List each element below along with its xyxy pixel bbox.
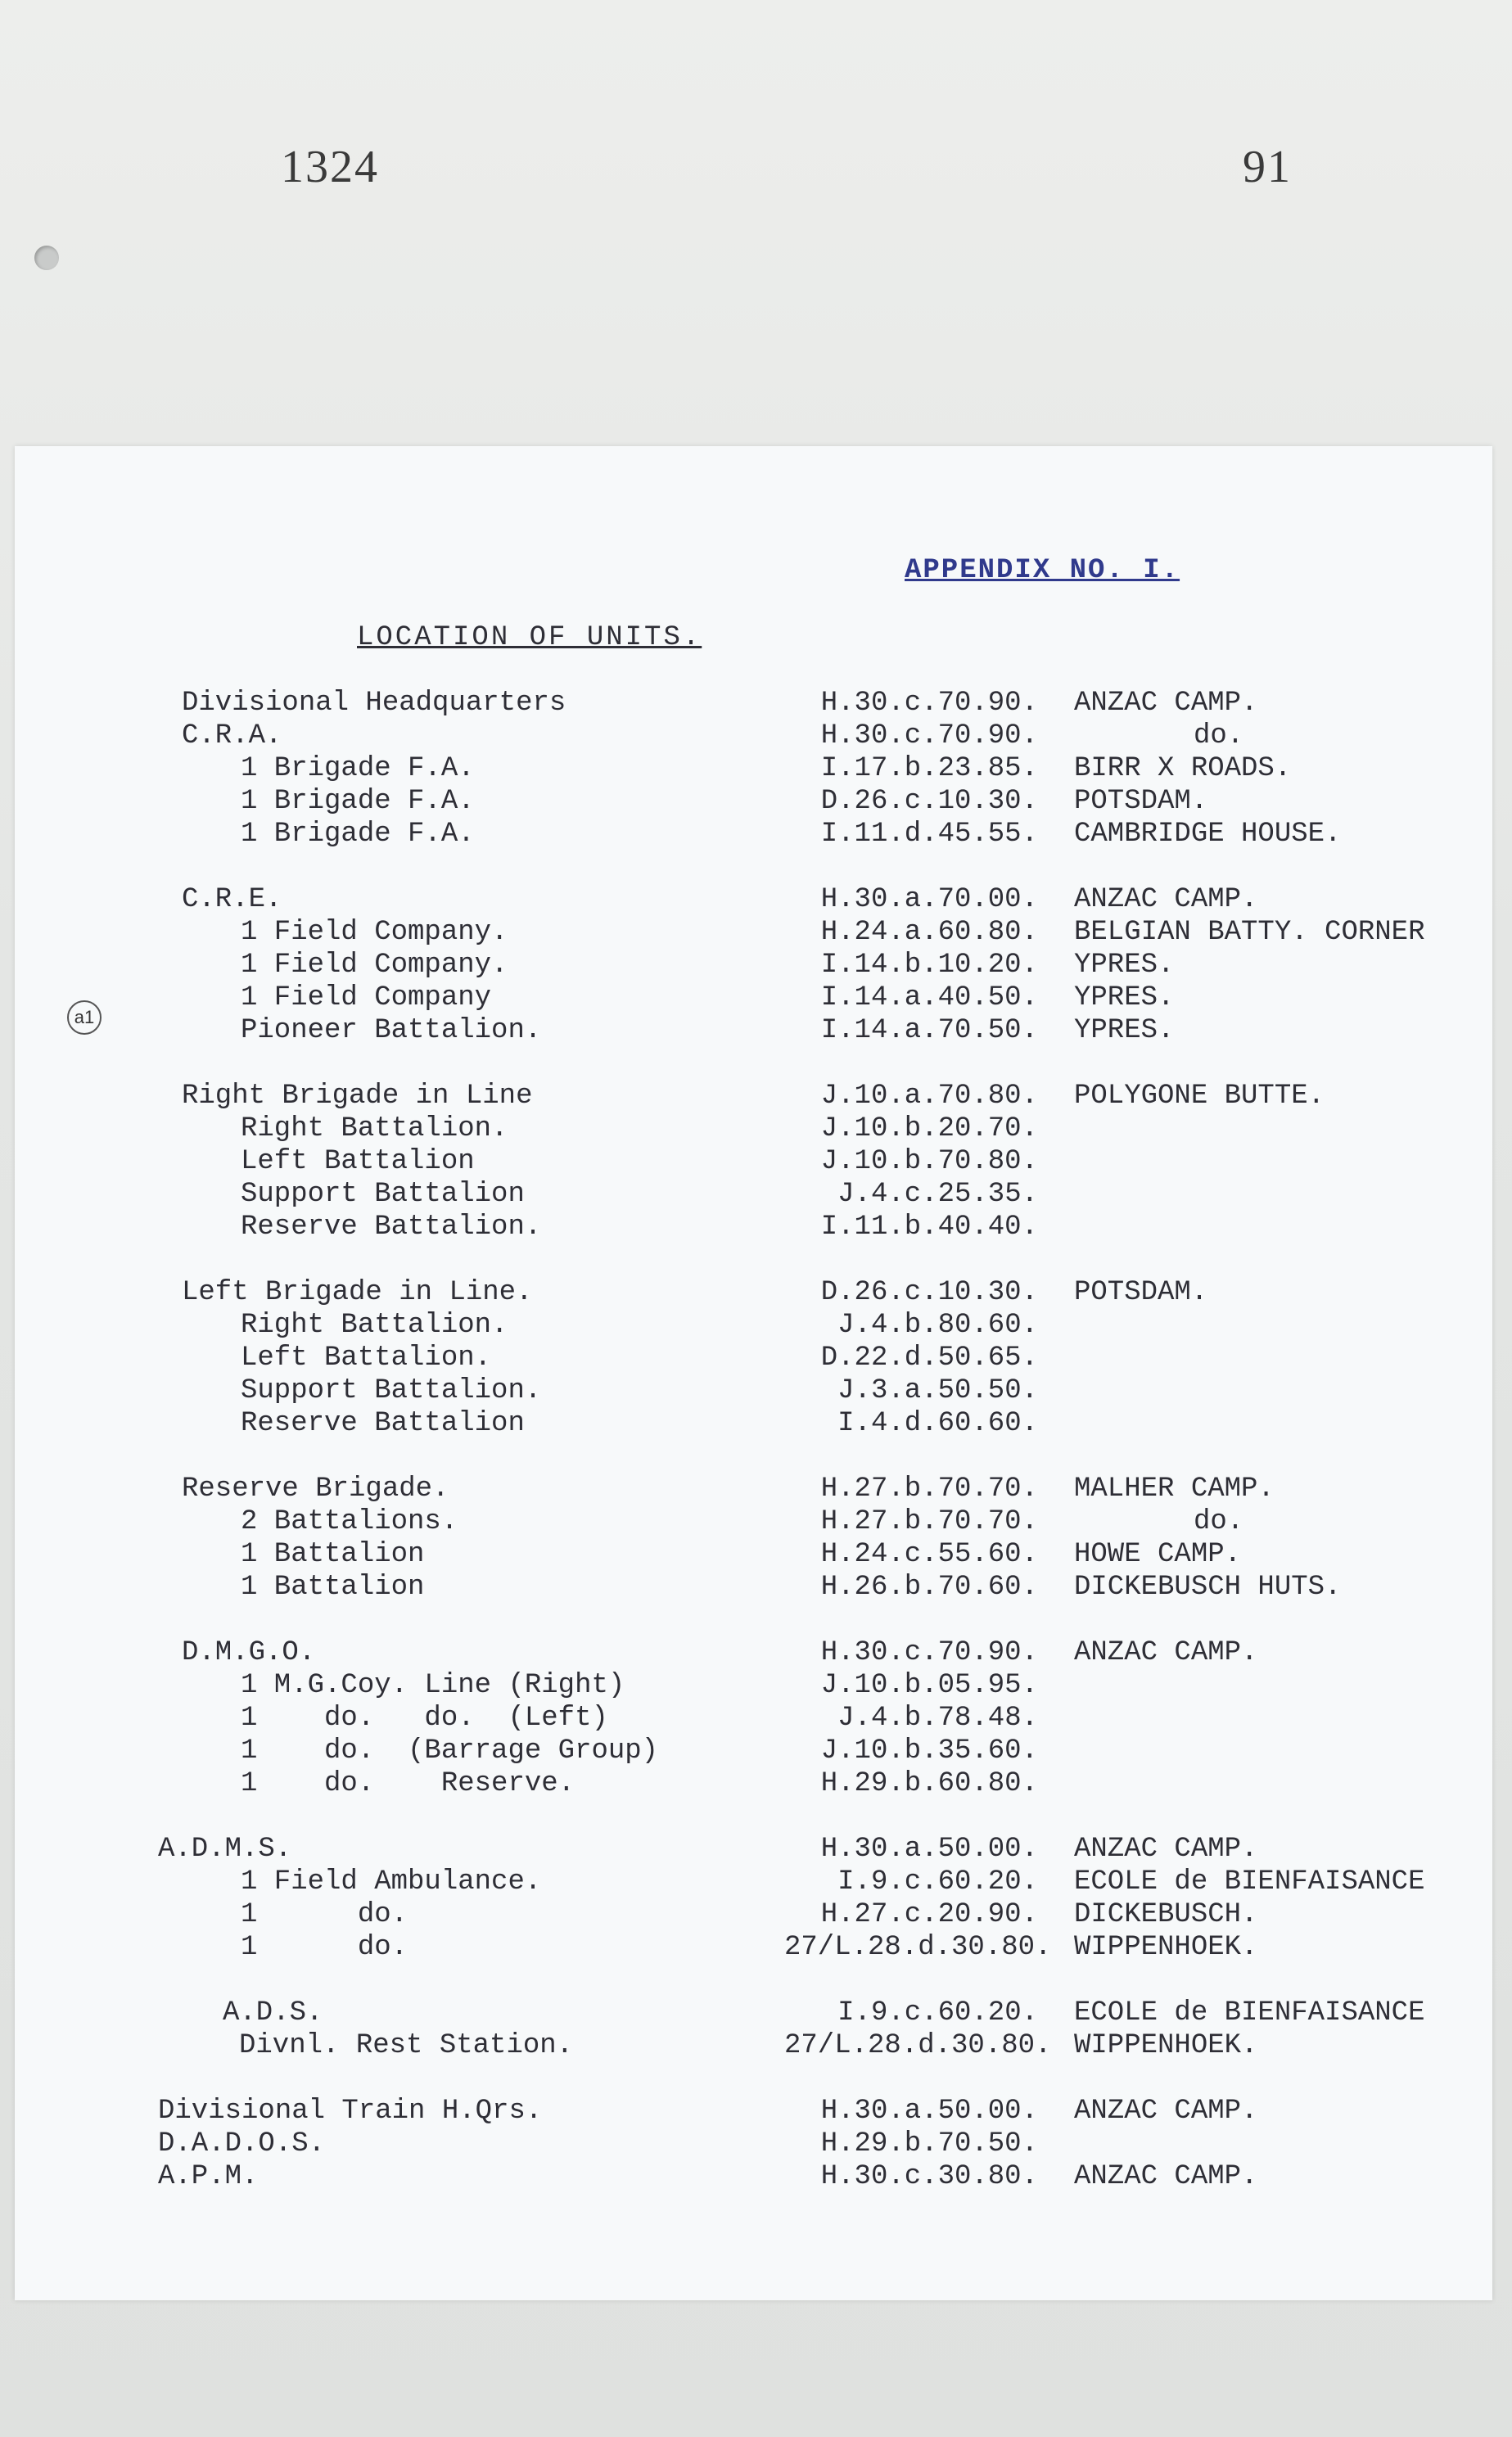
map-reference: I.9.c.60.20. (837, 1866, 1038, 1898)
location-name: HOWE CAMP. (1074, 1539, 1242, 1570)
map-reference: D.22.d.50.65. (820, 1343, 1038, 1374)
map-reference: H.30.a.50.00. (820, 2096, 1038, 2127)
map-reference: H.24.c.55.60. (820, 1539, 1038, 1570)
unit-name: 1 Field Company. (241, 917, 508, 948)
unit-name: 1 do. (Barrage Group) (241, 1735, 659, 1767)
location-name: POTSDAM. (1074, 1277, 1208, 1308)
location-name: do. (1194, 1506, 1244, 1537)
unit-name: 1 do. Reserve. (241, 1768, 575, 1799)
location-name: DICKEBUSCH HUTS. (1074, 1572, 1342, 1603)
location-name: BELGIAN BATTY. CORNER (1074, 917, 1425, 948)
folio-number-right: 91 (1243, 142, 1292, 192)
map-reference: I.9.c.60.20. (837, 1997, 1038, 2029)
location-name: YPRES. (1074, 950, 1175, 981)
unit-name: Reserve Battalion (241, 1408, 525, 1439)
map-reference: H.27.b.70.70. (820, 1473, 1038, 1505)
map-reference: H.27.b.70.70. (820, 1506, 1038, 1537)
location-name: POLYGONE BUTTE. (1074, 1081, 1325, 1112)
map-reference: H.30.a.70.00. (820, 884, 1038, 915)
map-reference: D.26.c.10.30. (820, 786, 1038, 817)
location-name: ANZAC CAMP. (1074, 1834, 1258, 1865)
map-reference: H.30.c.30.80. (820, 2161, 1038, 2192)
map-reference: H.30.c.70.90. (820, 720, 1038, 751)
location-name: BIRR X ROADS. (1074, 753, 1292, 784)
folio-number-left: 1324 (281, 142, 379, 192)
unit-name: 1 Battalion (241, 1539, 425, 1570)
unit-name: Pioneer Battalion. (241, 1015, 542, 1046)
unit-name: 1 Brigade F.A. (241, 753, 475, 784)
map-reference: 27/L.28.d.30.80. (784, 2030, 1052, 2061)
unit-name: A.D.M.S. (158, 1834, 292, 1865)
unit-name: 1 do. do. (Left) (241, 1703, 608, 1734)
map-reference: I.14.a.40.50. (820, 982, 1038, 1013)
map-reference: H.24.a.60.80. (820, 917, 1038, 948)
unit-name: Support Battalion (241, 1179, 525, 1210)
map-reference: J.10.b.70.80. (820, 1146, 1038, 1177)
unit-name: 1 Field Ambulance. (241, 1866, 542, 1898)
unit-name: Divnl. Rest Station. (239, 2030, 574, 2061)
location-name: YPRES. (1074, 1015, 1175, 1046)
map-reference: J.10.a.70.80. (820, 1081, 1038, 1112)
unit-name: Support Battalion. (241, 1375, 542, 1406)
map-reference: H.29.b.70.50. (820, 2128, 1038, 2159)
unit-name: Right Battalion. (241, 1113, 508, 1144)
location-name: ANZAC CAMP. (1074, 884, 1258, 915)
map-reference: I.17.b.23.85. (820, 753, 1038, 784)
map-reference: I.4.d.60.60. (837, 1408, 1038, 1439)
map-reference: J.10.b.20.70. (820, 1113, 1038, 1144)
unit-name: C.R.A. (182, 720, 282, 751)
map-reference: 27/L.28.d.30.80. (784, 1932, 1052, 1963)
map-reference: I.14.b.10.20. (820, 950, 1038, 981)
unit-name: Left Battalion (241, 1146, 475, 1177)
map-reference: H.29.b.60.80. (820, 1768, 1038, 1799)
map-reference: D.26.c.10.30. (820, 1277, 1038, 1308)
location-name: WIPPENHOEK. (1074, 1932, 1258, 1963)
location-name: ANZAC CAMP. (1074, 688, 1258, 719)
unit-name: 1 Field Company. (241, 950, 508, 981)
map-reference: J.10.b.35.60. (820, 1735, 1038, 1767)
unit-name: Right Brigade in Line (182, 1081, 533, 1112)
unit-name: C.R.E. (182, 884, 282, 915)
unit-name: 1 M.G.Coy. Line (Right) (241, 1670, 625, 1701)
location-name: YPRES. (1074, 982, 1175, 1013)
location-name: WIPPENHOEK. (1074, 2030, 1258, 2061)
map-reference: J.4.b.78.48. (837, 1703, 1038, 1734)
unit-name: 1 Brigade F.A. (241, 786, 475, 817)
map-reference: H.30.c.70.90. (820, 1637, 1038, 1668)
location-name: ANZAC CAMP. (1074, 1637, 1258, 1668)
unit-name: 1 do. (241, 1932, 408, 1963)
unit-name: Divisional Headquarters (182, 688, 566, 719)
punch-hole (34, 246, 59, 270)
appendix-heading: APPENDIX NO. I. (905, 555, 1180, 586)
map-reference: H.30.a.50.00. (820, 1834, 1038, 1865)
map-reference: J.4.b.80.60. (837, 1310, 1038, 1341)
unit-name: A.D.S. (223, 1997, 323, 2029)
location-name: CAMBRIDGE HOUSE. (1074, 819, 1342, 850)
unit-name: Reserve Brigade. (182, 1473, 449, 1505)
unit-name: 1 Brigade F.A. (241, 819, 475, 850)
unit-name: 1 do. (241, 1899, 408, 1930)
unit-name: Left Brigade in Line. (182, 1277, 533, 1308)
map-reference: J.10.b.05.95. (820, 1670, 1038, 1701)
map-reference: H.26.b.70.60. (820, 1572, 1038, 1603)
map-reference: J.3.a.50.50. (837, 1375, 1038, 1406)
location-name: ECOLE de BIENFAISANCE (1074, 1866, 1425, 1898)
unit-name: Divisional Train H.Qrs. (158, 2096, 543, 2127)
map-reference: J.4.c.25.35. (837, 1179, 1038, 1210)
map-reference: H.30.c.70.90. (820, 688, 1038, 719)
document-title: LOCATION OF UNITS. (357, 622, 702, 653)
location-name: POTSDAM. (1074, 786, 1208, 817)
unit-name: Left Battalion. (241, 1343, 492, 1374)
unit-name: 1 Battalion (241, 1572, 425, 1603)
map-reference: I.14.a.70.50. (820, 1015, 1038, 1046)
location-name: ECOLE de BIENFAISANCE (1074, 1997, 1425, 2029)
unit-name: Reserve Battalion. (241, 1212, 542, 1243)
unit-name: D.A.D.O.S. (158, 2128, 326, 2159)
location-name: DICKEBUSCH. (1074, 1899, 1258, 1930)
location-name: do. (1194, 720, 1244, 751)
map-reference: I.11.b.40.40. (820, 1212, 1038, 1243)
unit-name: 1 Field Company (241, 982, 492, 1013)
location-name: ANZAC CAMP. (1074, 2161, 1258, 2192)
map-reference: I.11.d.45.55. (820, 819, 1038, 850)
margin-annotation: a1 (67, 1000, 102, 1035)
location-name: MALHER CAMP. (1074, 1473, 1275, 1505)
location-name: ANZAC CAMP. (1074, 2096, 1258, 2127)
map-reference: H.27.c.20.90. (820, 1899, 1038, 1930)
unit-name: 2 Battalions. (241, 1506, 458, 1537)
unit-name: Right Battalion. (241, 1310, 508, 1341)
unit-name: D.M.G.O. (182, 1637, 316, 1668)
unit-name: A.P.M. (158, 2161, 259, 2192)
